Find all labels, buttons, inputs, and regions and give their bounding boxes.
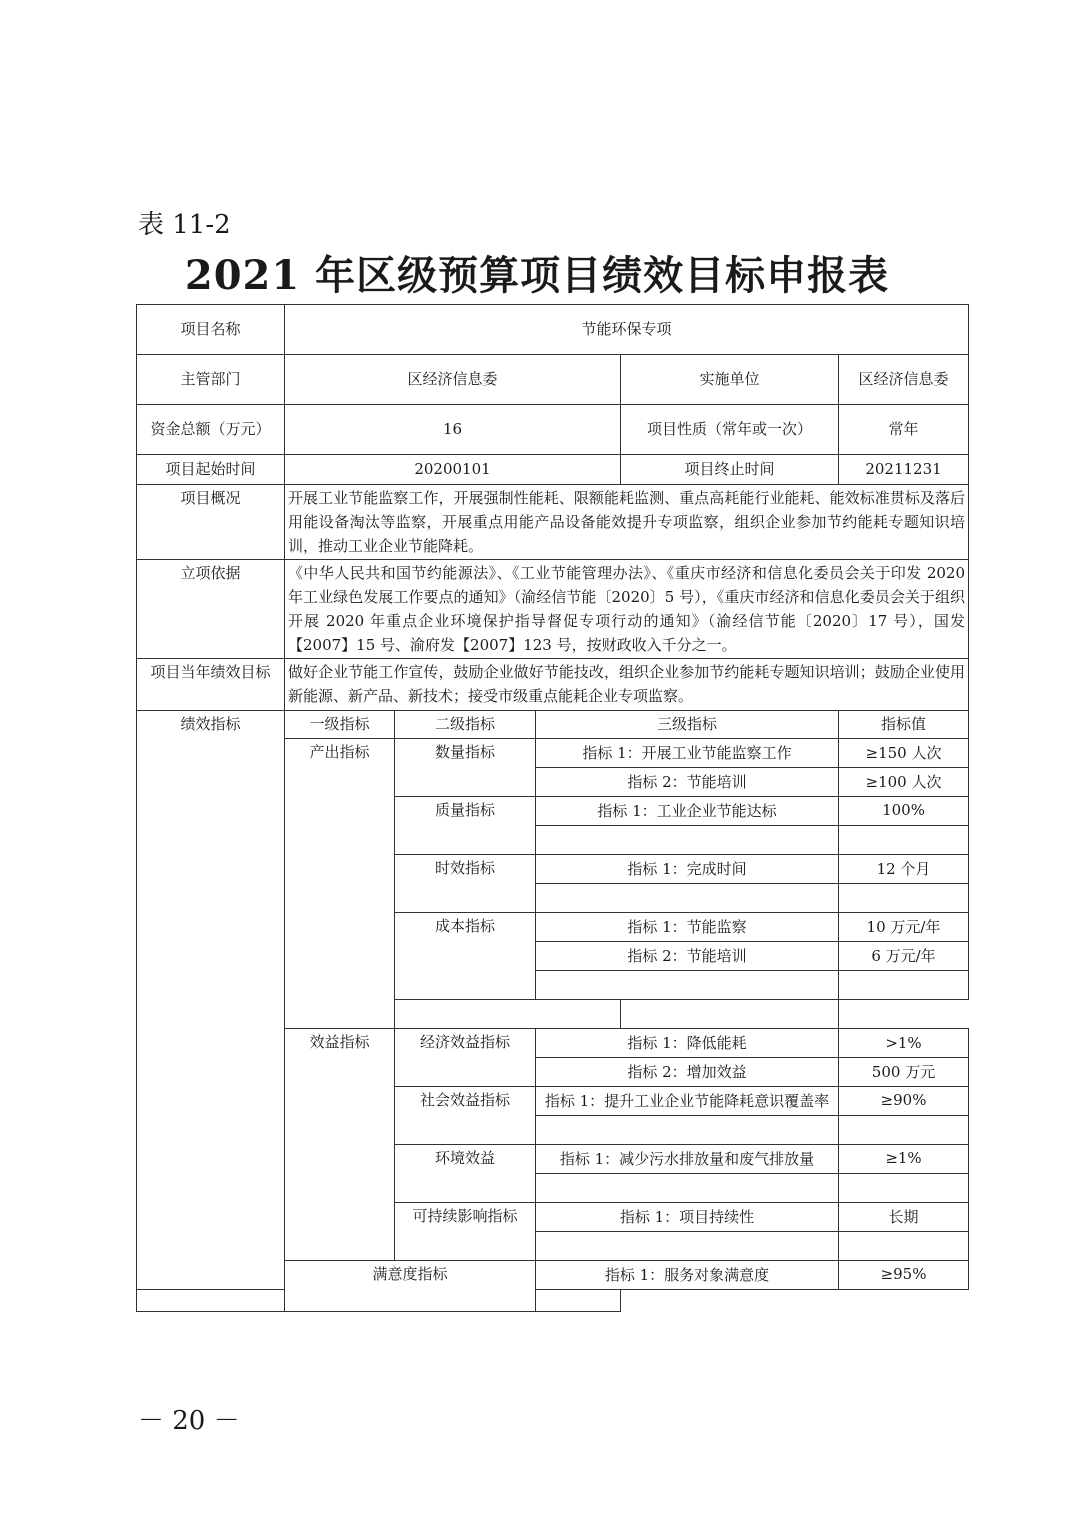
overview-text: 开展工业节能监察工作，开展强制性能耗、限额能耗监测、重点高耗能行业能耗、能效标准贯标及落后用能设备淘汰等监察，开展重点用能产品设备能效提升专项监察，组织企业参加节约能耗专题知识培训，推动工业企业节能降耗。 — [285, 485, 969, 560]
table-number: 表 11-2 — [138, 210, 231, 240]
indicator-value: ≥95% — [839, 1261, 969, 1290]
indicator-value-empty — [839, 1116, 969, 1145]
indicator-value-empty — [839, 884, 969, 913]
indicator-empty — [536, 1174, 839, 1203]
indicator-value: 500 万元 — [839, 1058, 969, 1087]
basis-text: 《中华人民共和国节约能源法》、《工业节能管理办法》、《重庆市经济和信息化委员会关于印发 2020 年工业绿色发展工作要点的通知》（渝经信节能〔2020〕5 号），《重庆市经济和信息化委员会关于组织开展 2020 年重点企业环境保护指导督促专项行动的通知》（渝经信节能〔2020〕17 号），国发【2007】15 号、渝府发【2007】123 号，按财政收入千分之一。 — [285, 560, 969, 659]
indicator-value: 100% — [839, 797, 969, 826]
satisfaction-label: 满意度指标 — [285, 1261, 536, 1312]
indicator: 指标 2：节能培训 — [536, 768, 839, 797]
page-number: － 20 － — [138, 1406, 240, 1436]
table-row — [137, 1290, 969, 1312]
indicator-empty — [536, 1116, 839, 1145]
end-label: 项目终止时间 — [621, 455, 839, 485]
unit-value: 区经济信息委 — [839, 355, 969, 405]
indicator: 指标 1：完成时间 — [536, 855, 839, 884]
table-row — [137, 659, 969, 711]
indicator-value: 10 万元/年 — [839, 913, 969, 942]
indicator-value: 6 万元/年 — [839, 942, 969, 971]
indicator-value-empty — [839, 1174, 969, 1203]
indicator-value-empty — [839, 971, 969, 1000]
timeliness-label: 时效指标 — [395, 855, 536, 913]
header-l2: 二级指标 — [395, 711, 536, 739]
indicator-empty — [137, 1290, 395, 1312]
table-row — [137, 455, 969, 485]
goal-label: 项目当年绩效目标 — [137, 659, 285, 711]
indicator-value-empty — [839, 1232, 969, 1261]
table-row — [137, 305, 969, 355]
indicator: 指标 1：降低能耗 — [536, 1029, 839, 1058]
indicator-empty — [536, 971, 839, 1000]
table-row — [137, 560, 969, 659]
indicator: 指标 1：项目持续性 — [536, 1203, 839, 1232]
nature-value: 常年 — [839, 405, 969, 455]
unit-label: 实施单位 — [621, 355, 839, 405]
output-label: 产出指标 — [285, 739, 395, 1029]
dept-value: 区经济信息委 — [285, 355, 621, 405]
start-value: 20200101 — [285, 455, 621, 485]
header-l1: 一级指标 — [285, 711, 395, 739]
sustain-label: 可持续影响指标 — [395, 1203, 536, 1261]
overview-label: 项目概况 — [137, 485, 285, 560]
perf-label: 绩效指标 — [137, 711, 285, 1290]
indicator: 指标 1：节能监察 — [536, 913, 839, 942]
nature-label: 项目性质（常年或一次） — [621, 405, 839, 455]
indicator-value: ≥1% — [839, 1145, 969, 1174]
indicator: 指标 1：服务对象满意度 — [536, 1261, 839, 1290]
quality-label: 质量指标 — [395, 797, 536, 855]
fund-value: 16 — [285, 405, 621, 455]
basis-label: 立项依据 — [137, 560, 285, 659]
table-row — [137, 485, 969, 560]
benefit-label: 效益指标 — [285, 1029, 395, 1261]
indicator: 指标 1：提升工业企业节能降耗意识覆盖率 — [536, 1087, 839, 1116]
table-row — [137, 711, 969, 739]
environment-label: 环境效益 — [395, 1145, 536, 1203]
indicator-value: ≥100 人次 — [839, 768, 969, 797]
table-row — [137, 355, 969, 405]
indicator-value: 长期 — [839, 1203, 969, 1232]
indicator-empty — [536, 1232, 839, 1261]
indicator-empty — [536, 826, 839, 855]
header-l3: 三级指标 — [536, 711, 839, 739]
indicator-empty — [536, 884, 839, 913]
indicator-value: ≥150 人次 — [839, 739, 969, 768]
indicator-value: ≥90% — [839, 1087, 969, 1116]
cost-label: 成本指标 — [395, 913, 536, 1000]
dept-label: 主管部门 — [137, 355, 285, 405]
indicator-value: >1% — [839, 1029, 969, 1058]
indicator-value-empty — [839, 826, 969, 855]
indicator: 指标 2：节能培训 — [536, 942, 839, 971]
start-label: 项目起始时间 — [137, 455, 285, 485]
indicator-value-empty — [536, 1290, 621, 1312]
indicator: 指标 2：增加效益 — [536, 1058, 839, 1087]
indicator: 指标 1：开展工业节能监察工作 — [536, 739, 839, 768]
indicator-value-empty — [621, 1000, 839, 1029]
header-value: 指标值 — [839, 711, 969, 739]
project-name-value: 节能环保专项 — [285, 305, 969, 355]
indicator-empty — [395, 1000, 621, 1029]
indicator: 指标 1：减少污水排放量和废气排放量 — [536, 1145, 839, 1174]
performance-target-table — [136, 304, 969, 1312]
indicator-value: 12 个月 — [839, 855, 969, 884]
document-title: 2021 年区级预算项目绩效目标申报表 — [184, 252, 890, 299]
fund-label: 资金总额（万元） — [137, 405, 285, 455]
quantity-label: 数量指标 — [395, 739, 536, 797]
indicator: 指标 1：工业企业节能达标 — [536, 797, 839, 826]
social-label: 社会效益指标 — [395, 1087, 536, 1145]
economic-label: 经济效益指标 — [395, 1029, 536, 1087]
goal-text: 做好企业节能工作宣传，鼓励企业做好节能技改，组织企业参加节约能耗专题知识培训；鼓励企业使用新能源、新产品、新技术；接受市级重点能耗企业专项监察。 — [285, 659, 969, 711]
end-value: 20211231 — [839, 455, 969, 485]
project-name-label: 项目名称 — [137, 305, 285, 355]
table-row — [137, 405, 969, 455]
